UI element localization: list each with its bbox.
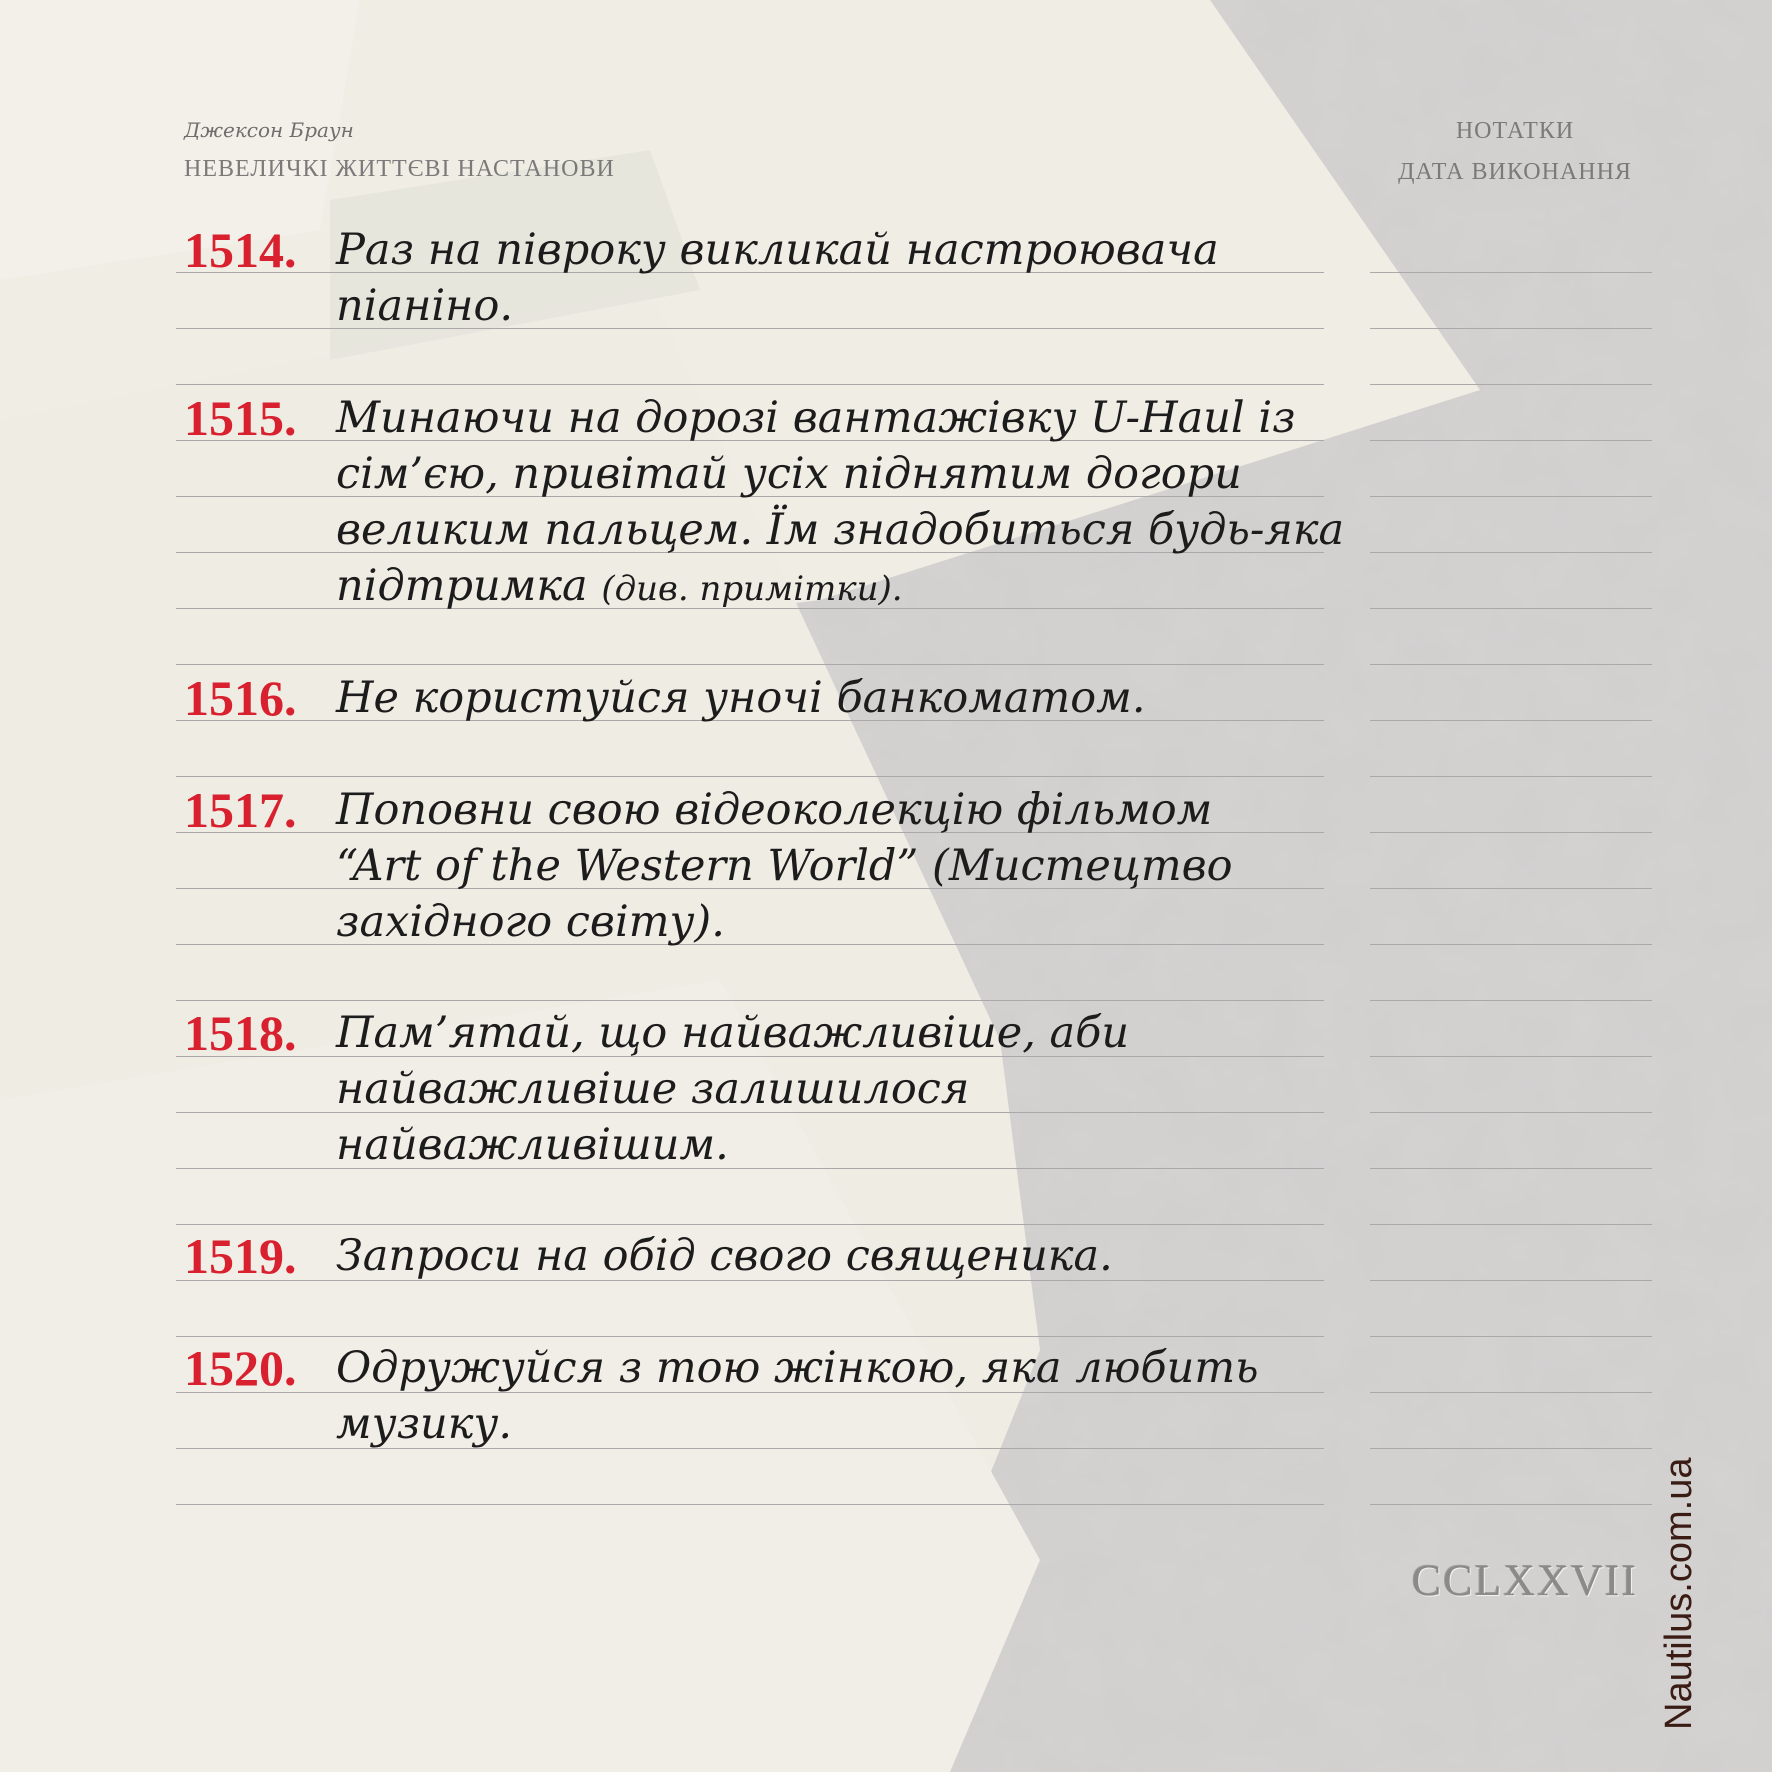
ruled-line <box>176 384 1324 385</box>
entry-number: 1519. <box>184 1228 297 1284</box>
site-watermark: Nautilus.com.ua <box>1658 1457 1700 1730</box>
entry-line: Пам’ятай, що найважливіше, аби <box>336 1008 1130 1058</box>
notes-ruled-line <box>1370 1504 1652 1505</box>
entry-line: Одружуйся з тою жінкою, яка любить <box>336 1343 1259 1393</box>
notes-ruled-line <box>1370 1336 1652 1337</box>
entry-line <box>336 558 1326 614</box>
notes-ruled-line <box>1370 1000 1652 1001</box>
ruled-line <box>176 1224 1324 1225</box>
entry-line: найважливіше залишилося <box>336 1064 970 1114</box>
entry-line: сім’єю, привітай усіх піднятим догори <box>336 449 1242 499</box>
entry-text <box>336 1340 1326 1452</box>
notes-ruled-line <box>1370 1392 1652 1393</box>
entry-line: піаніно. <box>336 281 514 331</box>
entry-line: Минаючи на дорозі вантажівку U-Haul із <box>336 393 1296 443</box>
page-number: CCLXXVII <box>1411 1556 1639 1605</box>
entry-line: Раз на півроку викликай настроювача <box>336 225 1219 275</box>
notes-reference: (див. примітки). <box>601 569 903 609</box>
notes-ruled-line <box>1370 608 1652 609</box>
book-title: НЕВЕЛИЧКІ ЖИТТЄВІ НАСТАНОВИ <box>184 156 615 182</box>
ruled-line <box>176 664 1324 665</box>
running-header-left <box>184 118 615 183</box>
notes-ruled-line <box>1370 552 1652 553</box>
notes-ruled-line <box>1370 384 1652 385</box>
entry-number: 1518. <box>184 1005 297 1061</box>
entry-text <box>336 782 1326 950</box>
notes-ruled-line <box>1370 944 1652 945</box>
entry-line: найважливішим. <box>336 1120 729 1170</box>
entry-number: 1514. <box>184 222 297 278</box>
notes-ruled-line <box>1370 1280 1652 1281</box>
notes-ruled-line <box>1370 272 1652 273</box>
notes-label: НОТАТКИ <box>1455 118 1575 144</box>
notes-ruled-line <box>1370 832 1652 833</box>
entry-number: 1520. <box>184 1340 297 1396</box>
notes-ruled-line <box>1370 328 1652 329</box>
notes-ruled-line <box>1370 664 1652 665</box>
notes-ruled-line <box>1370 1112 1652 1113</box>
entry-line: “Art of the Western World” (Мистецтво <box>336 841 1233 891</box>
entry-line: музику. <box>336 1399 513 1449</box>
notes-ruled-line <box>1370 1448 1652 1449</box>
notes-ruled-line <box>1370 1168 1652 1169</box>
entry-line: західного світу). <box>336 897 725 947</box>
entry-line: Поповни свою відеоколекцію фільмом <box>336 785 1213 835</box>
entry-number: 1516. <box>184 670 297 726</box>
notes-ruled-line <box>1370 776 1652 777</box>
author-name: Джексон Браун <box>184 118 354 142</box>
ruled-line <box>176 1000 1324 1001</box>
entry-text <box>336 222 1326 334</box>
entry-number: 1517. <box>184 782 297 838</box>
date-label: ДАТА ВИКОНАННЯ <box>1398 159 1632 185</box>
entry-text <box>336 390 1345 614</box>
entry-text <box>336 1005 1326 1173</box>
entry-line: Запроси на обід свого священика. <box>336 1231 1113 1281</box>
ruled-line <box>176 1504 1324 1505</box>
notes-ruled-line <box>1370 888 1652 889</box>
notes-ruled-line <box>1370 720 1652 721</box>
ruled-line <box>176 776 1324 777</box>
entry-text <box>336 670 1326 726</box>
ruled-line <box>176 1336 1324 1337</box>
entry-line-start: підтримка <box>336 561 588 611</box>
notes-ruled-line <box>1370 440 1652 441</box>
entry-number: 1515. <box>184 390 297 446</box>
notes-ruled-line <box>1370 1224 1652 1225</box>
entry-text <box>336 1228 1326 1284</box>
entry-line: Не користуйся уночі банкоматом. <box>336 673 1146 723</box>
entry-line: великим пальцем. Їм знадобиться будь-яка <box>336 505 1345 555</box>
notes-ruled-line <box>1370 1056 1652 1057</box>
notes-ruled-line <box>1370 496 1652 497</box>
running-header-right <box>1380 118 1650 186</box>
